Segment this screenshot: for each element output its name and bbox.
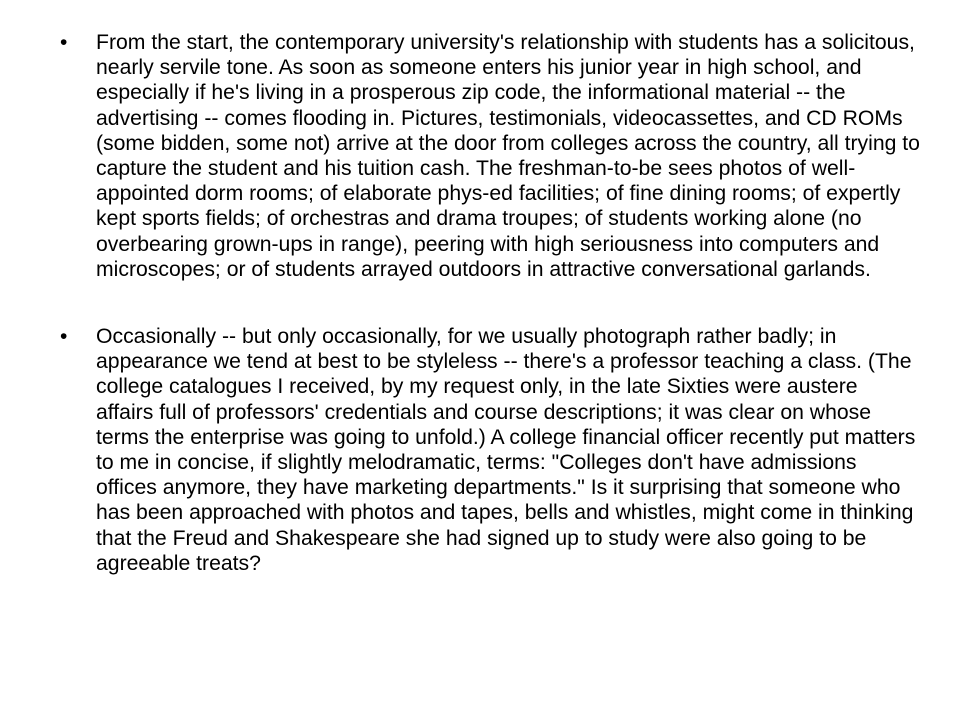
bullet-icon: • (60, 31, 68, 54)
bullet-icon: • (60, 325, 68, 349)
bullet-list (60, 30, 920, 576)
bullet-item-1 (60, 30, 920, 282)
bullet-text-1: From the start, the contemporary university's relationship with students has a solicitous, nearly servile tone. As soon as someone enters his junior year in high school, and especially if he's living in a prosperous zip code, the informational material -- the advertising -- comes flooding in. Pictures, testimonials, videocassettes, and CD ROMs (some bidden, some not) arrive at the door from colleges across the country, all trying to capture the student and his tuition cash. The freshman-to-be sees photos of well-appointed dorm rooms; of elaborate phys-ed facilities; of fine dining rooms; of expertly kept sports fields; of orchestras and drama troupes; of students working alone (no overbearing grown-ups in range), peering with high seriousness into computers and microscopes; or of students arrayed outdoors in attractive conversational garlands. (96, 31, 920, 281)
bullet-item-2 (60, 324, 920, 576)
bullet-text-2: Occasionally -- but only occasionally, for we usually photograph rather badly; in appearance we tend at best to be styleless -- there's a professor teaching a class. (The college catalogues I received, by my request only, in the late Sixties were austere affairs full of professors' credentials and course descriptions; it was clear on whose terms the enterprise was going to unfold.) A college financial officer recently put matters to me in concise, if slightly melodramatic, terms: "Colleges don't have admissions offices anymore, they have marketing departments." Is it surprising that someone who has been approached with photos and tapes, bells and whistles, might come in thinking that the Freud and Shakespeare she had signed up to study were also going to be agreeable treats? (96, 325, 916, 575)
